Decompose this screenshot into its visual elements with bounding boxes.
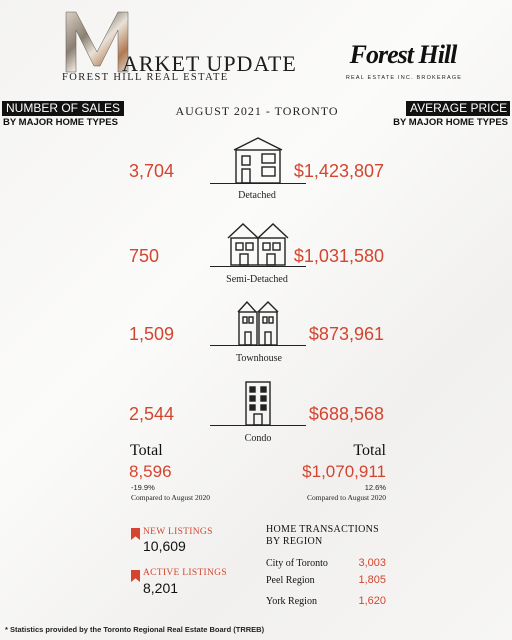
total-sales-change: -19.9% (131, 483, 155, 492)
condo-sales: 2,544 (129, 404, 175, 424)
total-price-note: Compared to August 2020 (307, 493, 386, 502)
number-of-sales-subtitle: BY MAJOR HOME TYPES (3, 117, 118, 128)
total-sales-label: Total (130, 442, 163, 459)
townhouse-sales: 1,509 (129, 324, 175, 344)
total-price-value: $1,070,911 (302, 462, 386, 481)
total-sales-note: Compared to August 2020 (131, 493, 210, 502)
active-listings-label: ACTIVE LISTINGS (143, 568, 227, 578)
total-price-label: Total (353, 442, 386, 459)
average-price-subtitle: BY MAJOR HOME TYPES (393, 117, 508, 128)
region-value: 1,805 (358, 574, 386, 586)
regions-heading: HOME TRANSACTIONS (266, 524, 379, 535)
footer-note: * Statistics provided by the Toronto Regional Real Estate Board (TRREB) (5, 625, 265, 634)
semi-detached-divider (210, 266, 306, 267)
townhouse-icon (236, 300, 280, 346)
townhouse-label: Townhouse (236, 353, 282, 364)
new-listings-value: 10,609 (143, 538, 186, 554)
condo-building-icon (244, 380, 272, 426)
active-listings-value: 8,201 (143, 580, 179, 596)
detached-sales: 3,704 (129, 161, 175, 181)
region-name: York Region (266, 596, 317, 607)
condo-price: $688,568 (308, 404, 384, 424)
semi-detached-label: Semi-Detached (226, 274, 288, 285)
regions-subheading: BY REGION (266, 536, 323, 547)
detached-price: $1,423,807 (293, 161, 384, 181)
number-of-sales-tag: NUMBER OF SALES (2, 101, 124, 116)
region-name: Peel Region (266, 575, 315, 586)
average-price-tag: AVERAGE PRICE (406, 101, 510, 116)
brand-subtitle: REAL ESTATE INC. BROKERAGE (345, 75, 463, 81)
active-listings-bookmark-icon (131, 570, 140, 582)
page-subtitle: FOREST HILL REAL ESTATE (62, 72, 229, 83)
semi-detached-house-icon (227, 220, 289, 266)
detached-house-icon (232, 136, 284, 184)
page-title: ARKET UPDATE (122, 51, 297, 76)
townhouse-price: $873,961 (308, 324, 384, 344)
brand-logo: Forest Hill (349, 40, 457, 69)
region-value: 1,620 (358, 595, 386, 607)
region-value: 3,003 (358, 557, 386, 569)
new-listings-bookmark-icon (131, 528, 140, 540)
report-period: AUGUST 2021 - TORONTO (175, 104, 339, 118)
condo-label: Condo (244, 433, 272, 444)
semi-detached-price: $1,031,580 (293, 246, 384, 266)
detached-label: Detached (238, 190, 276, 201)
total-price-change: 12.6% (364, 483, 386, 492)
semi-detached-sales: 750 (129, 246, 160, 266)
total-sales-value: 8,596 (129, 462, 172, 481)
new-listings-label: NEW LISTINGS (143, 527, 213, 537)
region-name: City of Toronto (266, 558, 328, 569)
